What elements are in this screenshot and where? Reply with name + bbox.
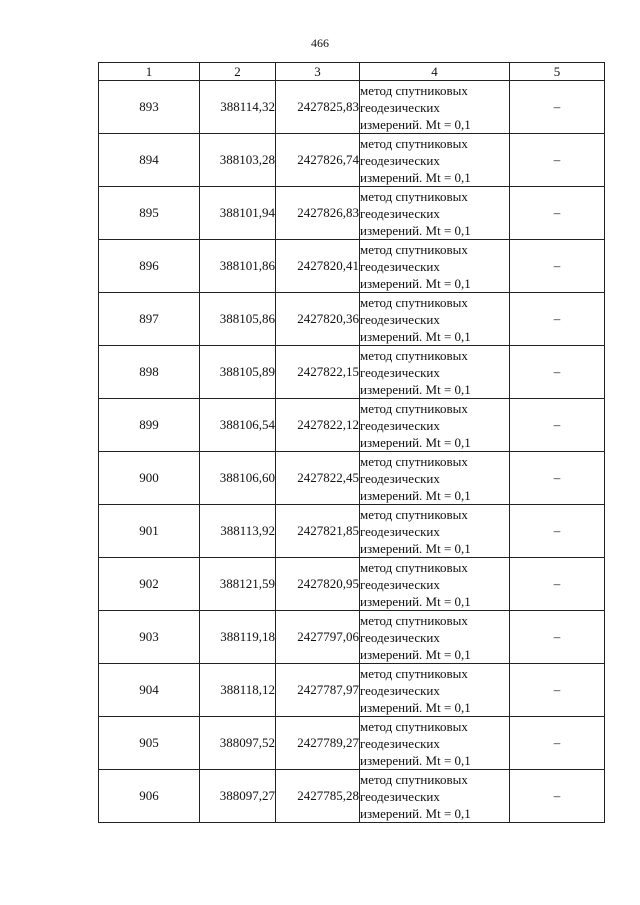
method-text-line: метод спутниковых <box>360 718 468 734</box>
table-row <box>99 134 605 187</box>
point-number-cell: 900 <box>99 452 200 505</box>
method-text-line: геодезических <box>360 417 440 433</box>
table-row <box>99 611 605 664</box>
x-coordinate-cell: 388113,92 <box>200 505 276 558</box>
method-cell <box>360 240 510 293</box>
page-number: 466 <box>311 36 329 50</box>
y-coordinate-cell: 2427789,27 <box>276 717 360 770</box>
method-text-line: измерений. Mt = 0,1 <box>360 116 471 132</box>
point-number-cell: 904 <box>99 664 200 717</box>
y-coordinate-cell: 2427785,28 <box>276 770 360 823</box>
x-coordinate-cell: 388118,12 <box>200 664 276 717</box>
point-number-cell: 906 <box>99 770 200 823</box>
method-cell <box>360 187 510 240</box>
table-row <box>99 664 605 717</box>
y-coordinate-cell: 2427820,95 <box>276 558 360 611</box>
point-number-cell: 902 <box>99 558 200 611</box>
header-col-2: 2 <box>200 63 276 81</box>
table-row <box>99 81 605 134</box>
x-coordinate-cell: 388119,18 <box>200 611 276 664</box>
table-row <box>99 240 605 293</box>
x-coordinate-cell: 388105,89 <box>200 346 276 399</box>
note-cell: – <box>510 134 605 187</box>
x-coordinate-cell: 388114,32 <box>200 81 276 134</box>
method-text-line: метод спутниковых <box>360 453 468 469</box>
method-text-line: метод спутниковых <box>360 559 468 575</box>
method-cell <box>360 293 510 346</box>
x-coordinate-cell: 388101,94 <box>200 187 276 240</box>
table-row <box>99 187 605 240</box>
point-number-cell: 896 <box>99 240 200 293</box>
method-cell <box>360 611 510 664</box>
note-cell: – <box>510 770 605 823</box>
method-cell <box>360 770 510 823</box>
y-coordinate-cell: 2427821,85 <box>276 505 360 558</box>
note-cell: – <box>510 611 605 664</box>
y-coordinate-cell: 2427822,45 <box>276 452 360 505</box>
method-text-line: метод спутниковых <box>360 400 468 416</box>
note-cell: – <box>510 187 605 240</box>
header-col-1: 1 <box>99 63 200 81</box>
method-text-line: измерений. Mt = 0,1 <box>360 752 471 768</box>
method-cell <box>360 452 510 505</box>
x-coordinate-cell: 388103,28 <box>200 134 276 187</box>
method-text-line: измерений. Mt = 0,1 <box>360 540 471 556</box>
method-text-line: геодезических <box>360 735 440 751</box>
method-text-line: измерений. Mt = 0,1 <box>360 805 471 821</box>
method-text-line: геодезических <box>360 682 440 698</box>
method-text-line: геодезических <box>360 258 440 274</box>
table-header <box>99 63 605 81</box>
point-number-cell: 901 <box>99 505 200 558</box>
x-coordinate-cell: 388097,52 <box>200 717 276 770</box>
y-coordinate-cell: 2427820,36 <box>276 293 360 346</box>
method-cell <box>360 664 510 717</box>
method-cell <box>360 505 510 558</box>
method-text-line: измерений. Mt = 0,1 <box>360 275 471 291</box>
point-number-cell: 905 <box>99 717 200 770</box>
method-text-line: измерений. Mt = 0,1 <box>360 222 471 238</box>
point-number-cell: 903 <box>99 611 200 664</box>
table-row <box>99 558 605 611</box>
y-coordinate-cell: 2427797,06 <box>276 611 360 664</box>
method-text-line: измерений. Mt = 0,1 <box>360 328 471 344</box>
y-coordinate-cell: 2427820,41 <box>276 240 360 293</box>
method-cell <box>360 558 510 611</box>
table-row <box>99 399 605 452</box>
method-text-line: геодезических <box>360 205 440 221</box>
method-text-line: метод спутниковых <box>360 506 468 522</box>
point-number-cell: 897 <box>99 293 200 346</box>
method-text-line: метод спутниковых <box>360 188 468 204</box>
method-text-line: геодезических <box>360 152 440 168</box>
point-number-cell: 895 <box>99 187 200 240</box>
y-coordinate-cell: 2427822,12 <box>276 399 360 452</box>
table-row <box>99 505 605 558</box>
note-cell: – <box>510 399 605 452</box>
method-text-line: геодезических <box>360 523 440 539</box>
method-text-line: измерений. Mt = 0,1 <box>360 381 471 397</box>
x-coordinate-cell: 388105,86 <box>200 293 276 346</box>
point-number-cell: 893 <box>99 81 200 134</box>
header-col-3: 3 <box>276 63 360 81</box>
table-body <box>99 81 605 823</box>
x-coordinate-cell: 388106,54 <box>200 399 276 452</box>
point-number-cell: 899 <box>99 399 200 452</box>
method-text-line: измерений. Mt = 0,1 <box>360 487 471 503</box>
method-text-line: метод спутниковых <box>360 241 468 257</box>
point-number-cell: 894 <box>99 134 200 187</box>
method-text-line: измерений. Mt = 0,1 <box>360 646 471 662</box>
table-row <box>99 770 605 823</box>
method-text-line: геодезических <box>360 788 440 804</box>
note-cell: – <box>510 664 605 717</box>
method-text-line: геодезических <box>360 311 440 327</box>
method-text-line: измерений. Mt = 0,1 <box>360 169 471 185</box>
x-coordinate-cell: 388106,60 <box>200 452 276 505</box>
note-cell: – <box>510 717 605 770</box>
note-cell: – <box>510 346 605 399</box>
method-text-line: измерений. Mt = 0,1 <box>360 699 471 715</box>
note-cell: – <box>510 240 605 293</box>
y-coordinate-cell: 2427825,83 <box>276 81 360 134</box>
method-text-line: метод спутниковых <box>360 612 468 628</box>
method-cell <box>360 81 510 134</box>
x-coordinate-cell: 388097,27 <box>200 770 276 823</box>
point-number-cell: 898 <box>99 346 200 399</box>
note-cell: – <box>510 505 605 558</box>
method-text-line: метод спутниковых <box>360 294 468 310</box>
method-text-line: геодезических <box>360 629 440 645</box>
method-cell <box>360 717 510 770</box>
table-row <box>99 452 605 505</box>
table-row <box>99 346 605 399</box>
coordinates-table <box>98 62 605 823</box>
method-text-line: метод спутниковых <box>360 347 468 363</box>
method-text-line: измерений. Mt = 0,1 <box>360 593 471 609</box>
method-cell <box>360 399 510 452</box>
note-cell: – <box>510 81 605 134</box>
method-text-line: геодезических <box>360 576 440 592</box>
method-text-line: геодезических <box>360 99 440 115</box>
method-text-line: метод спутниковых <box>360 135 468 151</box>
y-coordinate-cell: 2427826,74 <box>276 134 360 187</box>
y-coordinate-cell: 2427787,97 <box>276 664 360 717</box>
note-cell: – <box>510 452 605 505</box>
table-row <box>99 717 605 770</box>
note-cell: – <box>510 558 605 611</box>
method-text-line: геодезических <box>360 470 440 486</box>
method-text-line: геодезических <box>360 364 440 380</box>
method-text-line: измерений. Mt = 0,1 <box>360 434 471 450</box>
header-col-5: 5 <box>510 63 605 81</box>
y-coordinate-cell: 2427822,15 <box>276 346 360 399</box>
table-row <box>99 293 605 346</box>
method-text-line: метод спутниковых <box>360 665 468 681</box>
method-text-line: метод спутниковых <box>360 82 468 98</box>
x-coordinate-cell: 388121,59 <box>200 558 276 611</box>
header-col-4: 4 <box>360 63 510 81</box>
method-text-line: метод спутниковых <box>360 771 468 787</box>
method-cell <box>360 134 510 187</box>
y-coordinate-cell: 2427826,83 <box>276 187 360 240</box>
x-coordinate-cell: 388101,86 <box>200 240 276 293</box>
note-cell: – <box>510 293 605 346</box>
method-cell <box>360 346 510 399</box>
